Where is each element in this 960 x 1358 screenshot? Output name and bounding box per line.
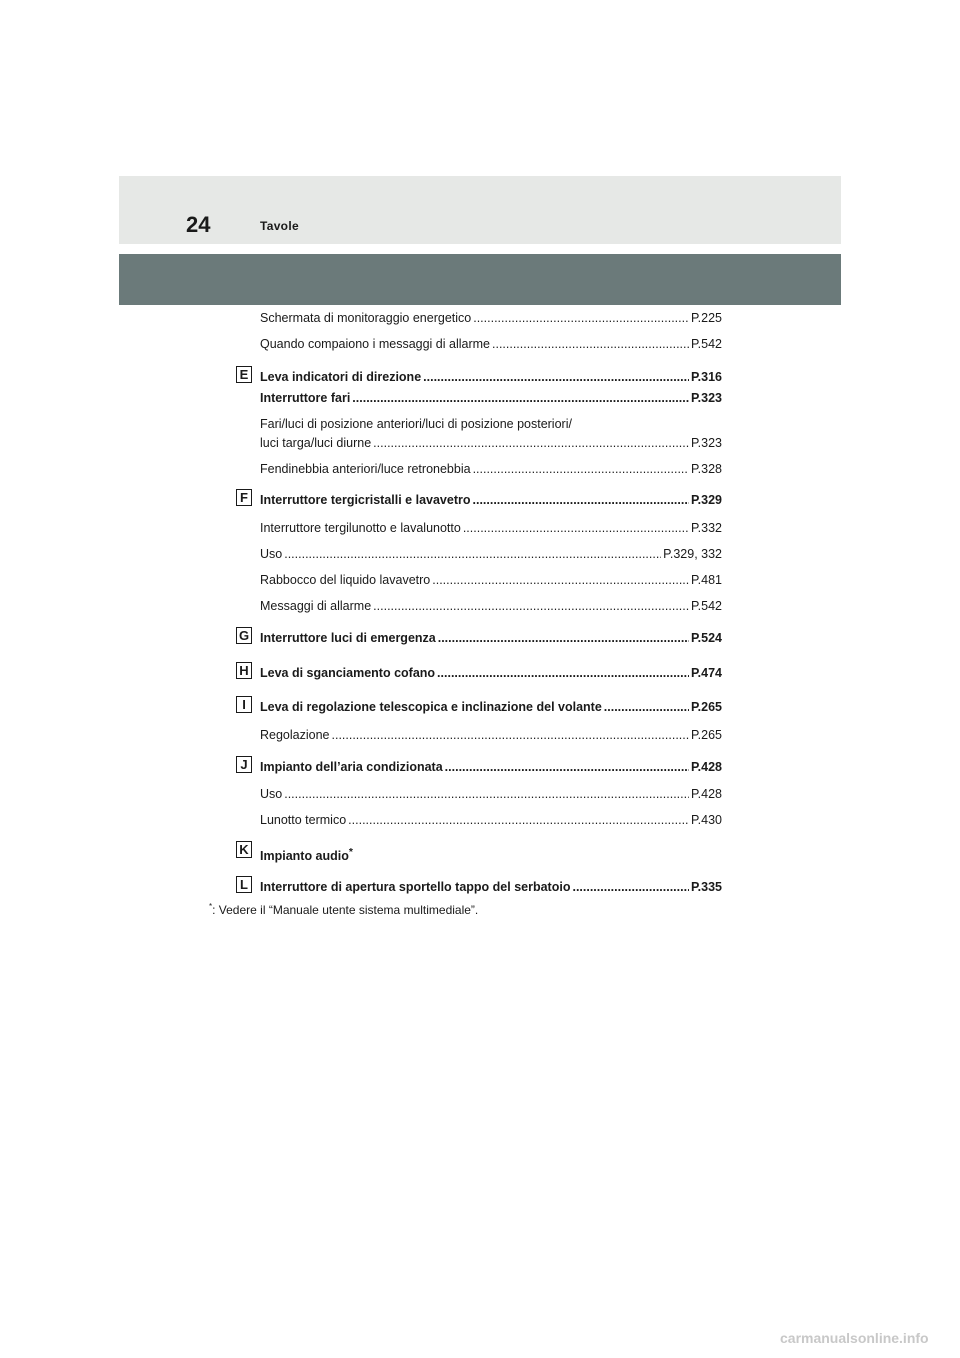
entry-label: Interruttore di apertura sportello tappo del serbatoio — [260, 880, 571, 894]
leader-dots — [604, 699, 689, 715]
page-ref: P.542 — [690, 599, 722, 613]
toc-entry — [260, 520, 722, 536]
leader-dots — [373, 598, 689, 614]
entry-label: Schermata di monitoraggio energetico — [260, 311, 472, 325]
page-ref: P.542 — [690, 337, 722, 351]
letter-box-e: E — [236, 366, 252, 383]
entry-label: Interruttore luci di emergenza — [260, 631, 436, 645]
entry-label: Interruttore tergicristalli e lavavetro — [260, 493, 471, 507]
toc-entry — [260, 699, 722, 715]
footnote-mark: * — [348, 847, 353, 858]
toc-entry — [260, 435, 722, 451]
entry-label: Rabbocco del liquido lavavetro — [260, 573, 431, 587]
page-ref: P.524 — [690, 631, 722, 645]
letter-box-h: H — [236, 662, 252, 679]
toc-entry — [260, 845, 353, 864]
page-ref: P.328 — [690, 462, 722, 476]
letter-box-g: G — [236, 627, 252, 644]
leader-dots — [572, 879, 688, 895]
page-ref: P.329, 332 — [663, 547, 722, 561]
leader-dots — [438, 630, 689, 646]
leader-dots — [348, 812, 689, 828]
leader-dots — [432, 572, 689, 588]
page-ref: P.329 — [690, 493, 722, 507]
leader-dots — [284, 786, 689, 802]
toc-entry — [260, 812, 722, 828]
toc-entry — [260, 665, 722, 681]
entry-label: Impianto dell’aria condizionata — [260, 760, 443, 774]
page-ref: P.481 — [690, 573, 722, 587]
section-banner — [119, 254, 841, 305]
entry-label: Interruttore fari — [260, 391, 351, 405]
page-ref: P.332 — [690, 521, 722, 535]
leader-dots — [492, 336, 689, 352]
footnote-text: : Vedere il “Manuale utente sistema multimediale”. — [212, 903, 479, 917]
toc-entry — [260, 310, 722, 326]
leader-dots — [332, 727, 689, 743]
toc-entry — [260, 630, 722, 646]
letter-box-j: J — [236, 756, 252, 773]
leader-dots — [423, 369, 689, 385]
toc-entry — [260, 727, 722, 743]
page-ref: P.428 — [690, 760, 722, 774]
entry-label: Uso — [260, 547, 283, 561]
entry-label: Leva di sganciamento cofano — [260, 666, 436, 680]
toc-entry — [260, 390, 722, 406]
entry-label: Fendinebbia anteriori/luce retronebbia — [260, 462, 471, 476]
leader-dots — [473, 461, 689, 477]
leader-dots — [473, 310, 689, 326]
entry-label: luci targa/luci diurne — [260, 436, 372, 450]
toc-entry — [260, 598, 722, 614]
footnote — [209, 902, 478, 918]
toc-entry — [260, 336, 722, 352]
toc-entry — [260, 759, 722, 775]
entry-label: Messaggi di allarme — [260, 599, 372, 613]
page-ref: P.323 — [690, 391, 722, 405]
page-ref: P.430 — [690, 813, 722, 827]
entry-label: Leva di regolazione telescopica e inclinazione del volante — [260, 700, 602, 714]
leader-dots — [463, 520, 689, 536]
page-ref: P.265 — [690, 700, 722, 714]
entry-label: Lunotto termico — [260, 813, 347, 827]
entry-label: Uso — [260, 787, 283, 801]
letter-box-f: F — [236, 489, 252, 506]
leader-dots — [284, 546, 661, 562]
toc-entry — [260, 786, 722, 802]
entry-label: Regolazione — [260, 728, 330, 742]
header-band — [119, 176, 841, 244]
page-number: 24 — [186, 212, 211, 237]
toc-entry — [260, 492, 722, 508]
toc-entry — [260, 546, 722, 562]
toc-entry — [260, 879, 722, 895]
leader-dots — [352, 390, 689, 406]
page-ref: P.335 — [690, 880, 722, 894]
page-ref: P.474 — [690, 666, 722, 680]
watermark: carmanualsonline.info — [780, 1330, 929, 1346]
entry-label: Quando compaiono i messaggi di allarme — [260, 337, 490, 351]
section-title: Tavole — [260, 219, 299, 233]
toc-entry — [260, 461, 722, 477]
letter-box-k: K — [236, 841, 252, 858]
toc-entry — [260, 369, 722, 385]
toc-entry — [260, 572, 722, 588]
footnote-mark: * — [209, 902, 213, 911]
leader-dots — [445, 759, 689, 775]
leader-dots — [473, 492, 689, 508]
page-ref: P.225 — [690, 311, 722, 325]
leader-dots — [437, 665, 689, 681]
page-ref: P.265 — [690, 728, 722, 742]
page-ref: P.316 — [690, 370, 722, 384]
entry-label: Impianto audio — [260, 849, 349, 864]
letter-box-i: I — [236, 696, 252, 713]
entry-label: Fari/luci di posizione anteriori/luci di posizione posteriori/ — [260, 417, 572, 431]
entry-label: Interruttore tergilunotto e lavalunotto — [260, 521, 461, 535]
page-ref: P.323 — [690, 436, 722, 450]
letter-box-l: L — [236, 876, 252, 893]
page-ref: P.428 — [690, 787, 722, 801]
entry-label: Leva indicatori di direzione — [260, 370, 422, 384]
leader-dots — [373, 435, 689, 451]
